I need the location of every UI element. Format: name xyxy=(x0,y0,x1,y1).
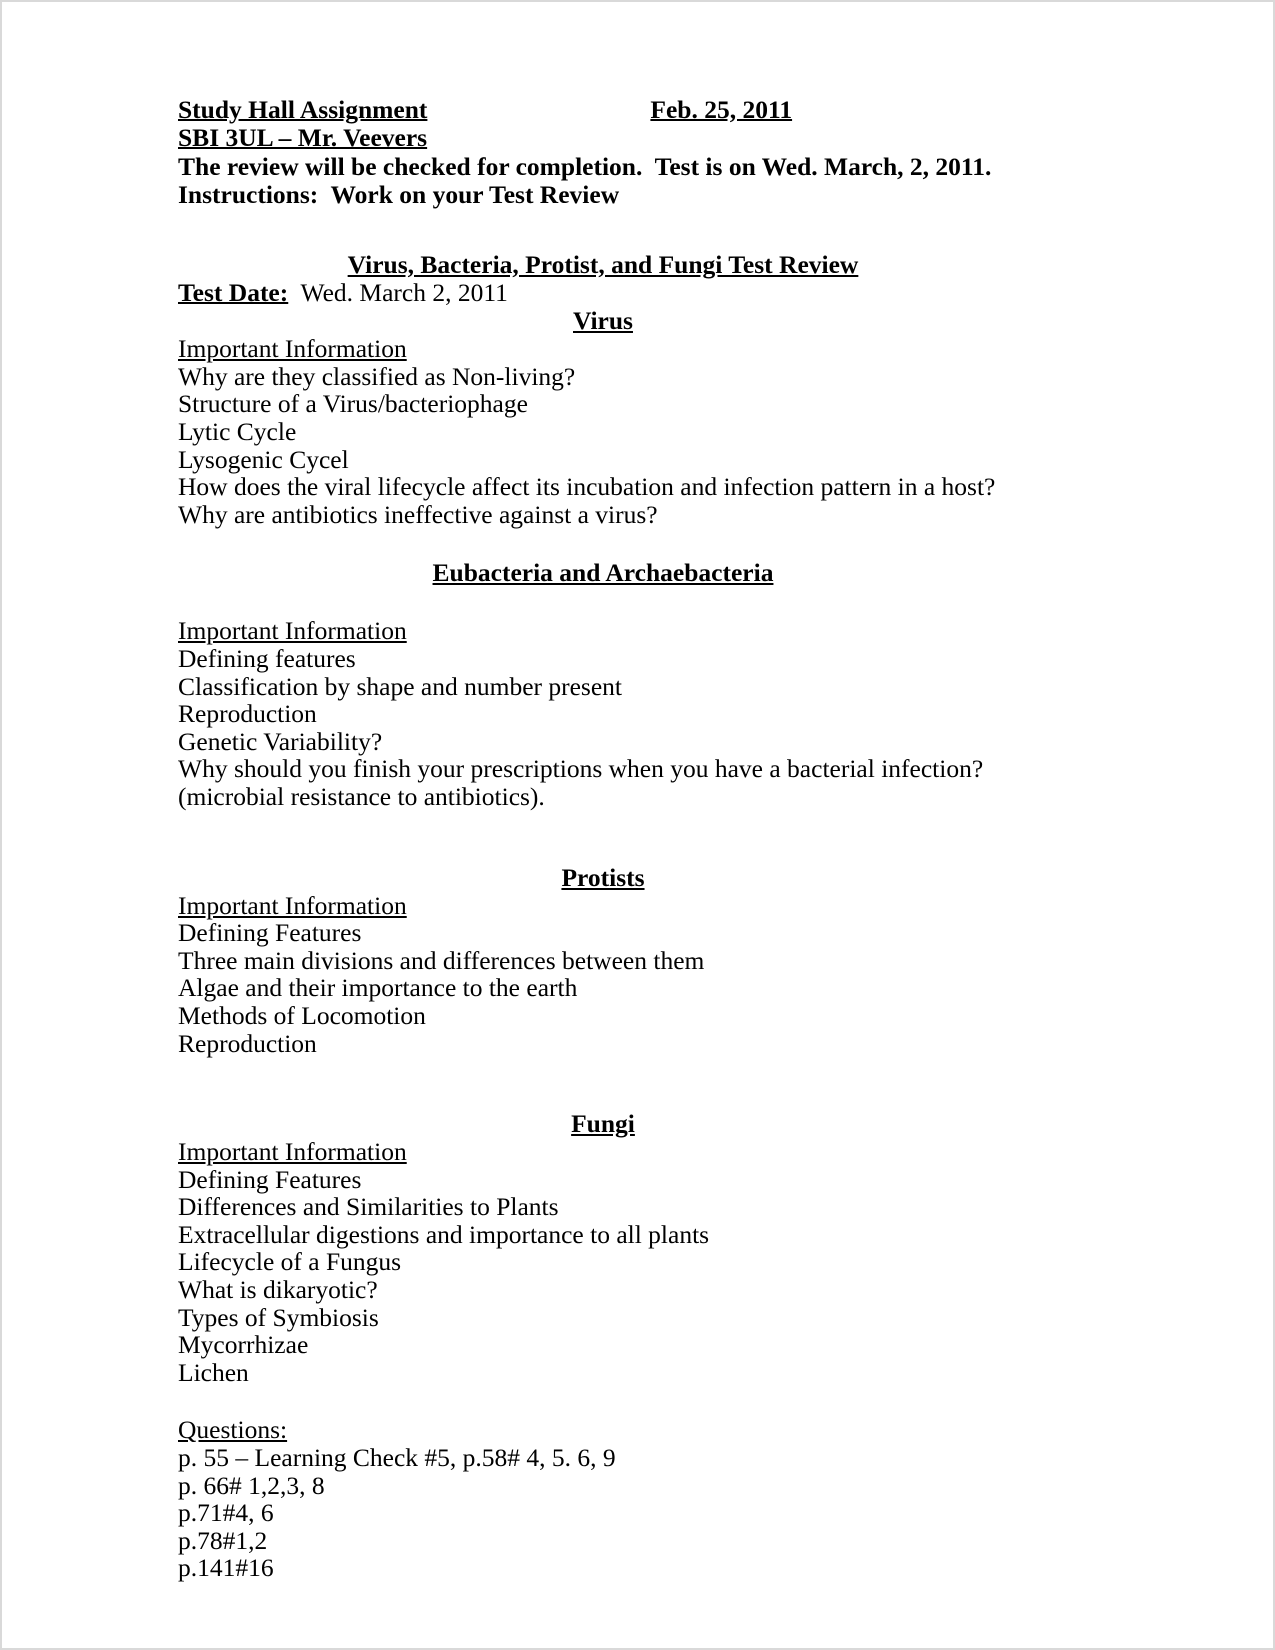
section-eubacteria-archaebacteria xyxy=(178,558,1046,810)
scan-edge-left xyxy=(0,0,2,1650)
list-item: Lichen xyxy=(178,1357,249,1387)
spacer xyxy=(178,587,1046,617)
section-heading-text: Eubacteria and Archaebacteria xyxy=(432,558,774,588)
section-questions xyxy=(178,1416,1046,1582)
page-title xyxy=(178,250,1046,279)
question-item: p.141#16 xyxy=(178,1553,274,1583)
section-protists xyxy=(178,863,1046,1058)
test-date-value xyxy=(288,278,300,307)
section-virus xyxy=(178,306,1046,528)
list-item: Genetic Variability? xyxy=(178,726,383,756)
test-date-label: Test Date: xyxy=(178,277,289,307)
section-subheading xyxy=(178,1138,1046,1166)
section-subheading-text: Important Information xyxy=(178,616,407,646)
section-heading xyxy=(178,306,1046,335)
list-item: Why should you finish your prescriptions when you have a bacterial infection? (microbial resistance to antibiotics). xyxy=(178,754,984,811)
list-item: Three main divisions and differences between them xyxy=(178,945,705,975)
list-item: Extracellular digestions and importance to all plants xyxy=(178,1219,710,1249)
question-item: p. 55 – Learning Check #5, p.58# 4, 5. 6, 9 xyxy=(178,1443,616,1473)
header-assignment-row xyxy=(178,96,1046,124)
list-item: Lytic Cycle xyxy=(178,417,297,446)
list-item: Methods of Locomotion xyxy=(178,1000,426,1030)
list-item: How does the viral lifecycle affect its incubation and infection pattern in a host? xyxy=(178,472,996,502)
question-item: p.78#1,2 xyxy=(178,1525,268,1555)
list-item: Why are they classified as Non-living? xyxy=(178,361,576,391)
page-title-text: Virus, Bacteria, Protist, and Fungi Test Review xyxy=(347,249,859,279)
test-date-row xyxy=(178,279,1046,307)
section-subheading-text: Important Information xyxy=(178,890,407,920)
list-item: Mycorrhizae xyxy=(178,1330,309,1360)
list-item: Types of Symbiosis xyxy=(178,1302,379,1332)
list-item: Reproduction xyxy=(178,699,317,729)
scan-edge-top xyxy=(0,0,1275,2)
list-item: Lifecycle of a Fungus xyxy=(178,1247,402,1277)
list-item: Defining Features xyxy=(178,918,362,948)
assignment-label: Study Hall Assignment xyxy=(178,95,428,124)
question-item: p. 66# 1,2,3, 8 xyxy=(178,1470,325,1500)
header-completion-note: The review will be checked for completion. Test is on Wed. March, 2, 2011. xyxy=(178,151,992,181)
header-instructions: Instructions: Work on your Test Review xyxy=(178,180,620,210)
list-item: Defining Features xyxy=(178,1164,362,1194)
list-item: What is dikaryotic? xyxy=(178,1275,378,1305)
section-heading xyxy=(178,558,1046,587)
list-item: Structure of a Virus/bacteriophage xyxy=(178,389,528,419)
document-body xyxy=(178,96,1046,1582)
section-subheading xyxy=(178,617,1046,645)
spacer xyxy=(178,210,1046,250)
question-item: p.71#4, 6 xyxy=(178,1498,274,1528)
header-course-row xyxy=(178,124,1046,152)
section-heading xyxy=(178,863,1046,892)
header-block xyxy=(178,96,1046,210)
list-item: Lysogenic Cycel xyxy=(178,444,349,474)
list-item: Reproduction xyxy=(178,1028,317,1058)
section-subheading-text: Important Information xyxy=(178,334,407,364)
section-heading-text: Fungi xyxy=(571,1109,635,1139)
section-heading-text: Virus xyxy=(573,306,633,336)
list-item: Why are antibiotics ineffective against a virus? xyxy=(178,499,658,529)
test-date-text: Wed. March 2, 2011 xyxy=(300,277,508,307)
list-item: Algae and their importance to the earth xyxy=(178,973,578,1003)
assignment-date: Feb. 25, 2011 xyxy=(650,95,793,124)
section-subheading xyxy=(178,892,1046,920)
list-item: Differences and Similarities to Plants xyxy=(178,1192,559,1222)
section-heading-text: Protists xyxy=(561,862,645,892)
list-item: Defining features xyxy=(178,643,356,673)
spacer xyxy=(178,811,1046,863)
list-item: Classification by shape and number present xyxy=(178,671,623,701)
questions-heading-text: Questions: xyxy=(178,1415,288,1445)
spacer xyxy=(178,528,1046,558)
section-heading xyxy=(178,1109,1046,1138)
spacer xyxy=(178,1057,1046,1109)
section-subheading xyxy=(178,335,1046,363)
course-label: SBI 3UL – Mr. Veevers xyxy=(178,123,428,153)
questions-heading xyxy=(178,1416,1046,1444)
section-fungi xyxy=(178,1109,1046,1386)
section-subheading-text: Important Information xyxy=(178,1137,407,1167)
spacer xyxy=(178,1386,1046,1416)
